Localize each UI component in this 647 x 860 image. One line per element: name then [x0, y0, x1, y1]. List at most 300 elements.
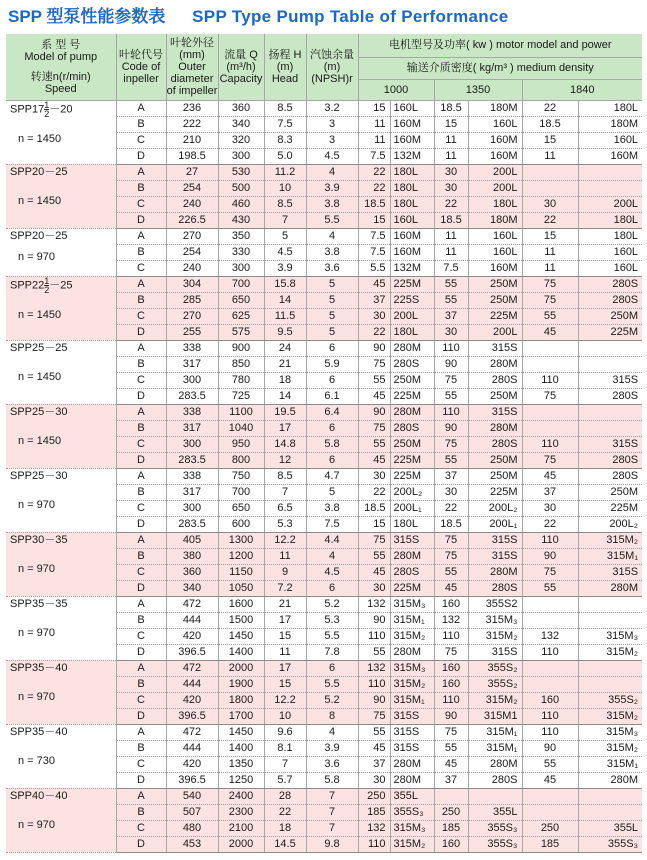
- table-cell: 355S₃: [578, 836, 642, 852]
- table-cell: 355S2: [468, 596, 522, 612]
- table-cell: 2000: [218, 660, 264, 676]
- table-cell: 725: [218, 388, 264, 404]
- table-cell: 75: [434, 644, 468, 660]
- table-cell: 6: [306, 420, 358, 436]
- table-cell: 8.5: [264, 196, 306, 212]
- table-cell: 225M: [390, 468, 434, 484]
- table-cell: 283.5: [166, 516, 218, 532]
- table-cell: 30: [434, 180, 468, 196]
- table-cell: 780: [218, 372, 264, 388]
- table-cell: 750: [218, 468, 264, 484]
- table-cell: C: [116, 372, 166, 388]
- table-cell: 330: [218, 244, 264, 260]
- table-cell: 315M₂: [390, 836, 434, 852]
- table-cell: 180M: [468, 100, 522, 116]
- table-cell: 11.5: [264, 308, 306, 324]
- table-cell: 160L: [468, 244, 522, 260]
- table-cell: [578, 356, 642, 372]
- table-cell: D: [116, 388, 166, 404]
- table-cell: 22: [434, 196, 468, 212]
- table-cell: 185: [434, 820, 468, 836]
- table-cell: D: [116, 148, 166, 164]
- table-cell: 110: [434, 404, 468, 420]
- table-cell: 5.3: [306, 612, 358, 628]
- table-cell: 110: [434, 692, 468, 708]
- table-cell: 625: [218, 308, 264, 324]
- table-cell: 9.5: [264, 324, 306, 340]
- table-cell: 280S: [468, 436, 522, 452]
- pump-model: SPP25－30: [10, 405, 68, 418]
- table-cell: 315M₃: [390, 820, 434, 836]
- table-cell: 280S: [578, 452, 642, 468]
- table-cell: 315M₃: [468, 612, 522, 628]
- table-cell: 37: [434, 468, 468, 484]
- table-cell: 180L: [578, 228, 642, 244]
- title-cn: SPP 型泵性能参数表: [8, 7, 166, 26]
- table-cell: 11: [358, 132, 390, 148]
- table-cell: 315S: [390, 740, 434, 756]
- table-cell: [522, 660, 578, 676]
- table-cell: 11.2: [264, 164, 306, 180]
- table-cell: 45: [358, 388, 390, 404]
- table-cell: 315M₁: [468, 724, 522, 740]
- table-cell: 280M: [390, 548, 434, 564]
- table-cell: 4.5: [306, 148, 358, 164]
- table-cell: 380: [166, 548, 218, 564]
- table-cell: D: [116, 708, 166, 724]
- table-cell: 55: [358, 548, 390, 564]
- table-cell: 700: [218, 276, 264, 292]
- table-cell: 250M: [578, 484, 642, 500]
- table-cell: 200L: [468, 180, 522, 196]
- table-cell: 12.2: [264, 692, 306, 708]
- table-cell: 30: [434, 324, 468, 340]
- table-cell: 2400: [218, 788, 264, 804]
- table-cell: 315M₂: [578, 644, 642, 660]
- pump-model-cell: [6, 100, 116, 164]
- table-cell: 200L: [468, 324, 522, 340]
- table-cell: 315S: [578, 564, 642, 580]
- table-cell: 17: [264, 420, 306, 436]
- pump-model-cell: [6, 660, 116, 724]
- table-cell: 90: [358, 612, 390, 628]
- table-cell: 5: [306, 484, 358, 500]
- table-cell: 160: [434, 660, 468, 676]
- table-cell: [578, 420, 642, 436]
- table-row: [6, 100, 642, 116]
- table-cell: 6: [306, 660, 358, 676]
- table-cell: 30: [522, 196, 578, 212]
- table-cell: 350: [218, 228, 264, 244]
- table-cell: 8.5: [264, 100, 306, 116]
- table-cell: 280M: [390, 756, 434, 772]
- table-cell: 1100: [218, 404, 264, 420]
- model-fraction: $\frac{1}{2}$: [44, 275, 50, 295]
- table-cell: 4.5: [264, 244, 306, 260]
- table-cell: 250M: [468, 468, 522, 484]
- header-flow: 流量 Q (m³/h) Capacity: [218, 34, 264, 100]
- table-cell: 315S: [468, 548, 522, 564]
- header-density-1840: 1840: [522, 79, 642, 100]
- table-cell: 160L: [578, 244, 642, 260]
- table-cell: 7: [306, 820, 358, 836]
- table-cell: C: [116, 820, 166, 836]
- header-density-1350: 1350: [434, 79, 522, 100]
- table-cell: 300: [218, 260, 264, 276]
- table-cell: 225M: [390, 452, 434, 468]
- table-cell: 160: [434, 596, 468, 612]
- table-body: [6, 100, 642, 852]
- table-cell: 90: [358, 692, 390, 708]
- table-cell: 15: [358, 100, 390, 116]
- table-cell: 7.5: [358, 148, 390, 164]
- table-cell: 315M₁: [390, 612, 434, 628]
- pump-model-suffix: －20: [49, 102, 73, 115]
- table-cell: 12: [264, 452, 306, 468]
- table-cell: 11: [434, 148, 468, 164]
- table-cell: 180L: [390, 164, 434, 180]
- table-cell: 453: [166, 836, 218, 852]
- table-cell: 45: [522, 468, 578, 484]
- pump-speed: n = 1450: [18, 132, 62, 145]
- table-cell: 315M₃: [390, 660, 434, 676]
- table-cell: 30: [358, 308, 390, 324]
- table-cell: 5.8: [306, 436, 358, 452]
- table-cell: 300: [218, 148, 264, 164]
- table-cell: 30: [522, 500, 578, 516]
- table-cell: 45: [434, 580, 468, 596]
- table-cell: 37: [434, 308, 468, 324]
- pump-speed: n = 730: [18, 754, 56, 767]
- table-cell: [522, 676, 578, 692]
- table-cell: 200L: [468, 164, 522, 180]
- table-cell: 110: [522, 724, 578, 740]
- table-cell: B: [116, 356, 166, 372]
- table-cell: 3: [306, 132, 358, 148]
- table-cell: 420: [166, 628, 218, 644]
- table-cell: 315S: [468, 644, 522, 660]
- table-cell: [522, 788, 578, 804]
- table-cell: 280S: [390, 420, 434, 436]
- table-cell: 315M₂: [578, 740, 642, 756]
- pump-model-cell: [6, 596, 116, 660]
- pump-speed: n = 1450: [18, 370, 62, 383]
- table-cell: 315M₂: [578, 708, 642, 724]
- table-cell: 5.9: [306, 356, 358, 372]
- table-cell: 180L: [390, 324, 434, 340]
- table-cell: 22: [434, 500, 468, 516]
- table-cell: 340: [166, 580, 218, 596]
- table-cell: 280M: [468, 564, 522, 580]
- table-cell: 132: [358, 596, 390, 612]
- table-cell: 355S₂: [468, 676, 522, 692]
- table-cell: 240: [166, 260, 218, 276]
- table-cell: 507: [166, 804, 218, 820]
- table-cell: 5.2: [306, 596, 358, 612]
- table-cell: [434, 788, 468, 804]
- table-cell: 160L: [390, 212, 434, 228]
- table-cell: 5.8: [306, 772, 358, 788]
- table-cell: A: [116, 468, 166, 484]
- table-cell: 30: [358, 772, 390, 788]
- table-cell: 3.9: [306, 740, 358, 756]
- table-row: [6, 724, 642, 740]
- table-cell: 55: [358, 372, 390, 388]
- table-cell: 250M: [578, 308, 642, 324]
- table-cell: 110: [522, 372, 578, 388]
- table-cell: 75: [358, 356, 390, 372]
- table-cell: 530: [218, 164, 264, 180]
- table-cell: C: [116, 308, 166, 324]
- table-cell: 5.2: [306, 692, 358, 708]
- header-density-1000: 1000: [358, 79, 434, 100]
- table-cell: 650: [218, 500, 264, 516]
- table-cell: 280M: [390, 644, 434, 660]
- table-cell: 30: [434, 164, 468, 180]
- table-cell: D: [116, 836, 166, 852]
- table-cell: 18.5: [358, 196, 390, 212]
- table-cell: 160: [434, 676, 468, 692]
- table-cell: 900: [218, 340, 264, 356]
- table-cell: B: [116, 244, 166, 260]
- table-cell: C: [116, 436, 166, 452]
- table-cell: 55: [358, 436, 390, 452]
- table-cell: 420: [166, 692, 218, 708]
- table-cell: 236: [166, 100, 218, 116]
- table-cell: 55: [434, 740, 468, 756]
- table-cell: D: [116, 580, 166, 596]
- table-cell: 185: [522, 836, 578, 852]
- table-cell: 283.5: [166, 388, 218, 404]
- table-cell: 90: [522, 740, 578, 756]
- table-cell: B: [116, 676, 166, 692]
- table-row: [6, 228, 642, 244]
- table-cell: [468, 788, 522, 804]
- table-cell: 338: [166, 404, 218, 420]
- pump-model: SPP20－25: [10, 229, 68, 242]
- table-cell: 75: [522, 292, 578, 308]
- table-cell: 75: [434, 548, 468, 564]
- table-cell: 37: [434, 772, 468, 788]
- pump-model-cell: [6, 404, 116, 468]
- table-cell: 5.7: [264, 772, 306, 788]
- table-cell: 22: [358, 180, 390, 196]
- pump-speed: n = 970: [18, 250, 56, 263]
- table-cell: 6.5: [264, 500, 306, 516]
- table-cell: 15: [264, 628, 306, 644]
- table-cell: 315S: [468, 340, 522, 356]
- table-cell: 132: [434, 612, 468, 628]
- table-cell: 198.5: [166, 148, 218, 164]
- table-cell: 1800: [218, 692, 264, 708]
- table-cell: 14: [264, 292, 306, 308]
- table-cell: 7.5: [358, 244, 390, 260]
- pump-model: SPP20－25: [10, 165, 68, 178]
- table-cell: 75: [522, 452, 578, 468]
- table-cell: [578, 596, 642, 612]
- pump-model: SPP35－35: [10, 597, 68, 610]
- table-cell: 160L: [468, 116, 522, 132]
- table-cell: 8: [306, 708, 358, 724]
- table-cell: 250M: [468, 452, 522, 468]
- table-cell: 45: [522, 324, 578, 340]
- table-cell: [578, 804, 642, 820]
- table-cell: 315M1: [468, 708, 522, 724]
- table-cell: 4.5: [306, 564, 358, 580]
- table-cell: [578, 164, 642, 180]
- table-cell: 18.5: [358, 500, 390, 516]
- table-cell: 6: [306, 372, 358, 388]
- table-cell: 254: [166, 180, 218, 196]
- table-cell: 270: [166, 228, 218, 244]
- pump-speed: n = 970: [18, 818, 56, 831]
- table-cell: 185: [358, 804, 390, 820]
- table-cell: C: [116, 564, 166, 580]
- table-cell: 338: [166, 468, 218, 484]
- table-cell: 7: [264, 484, 306, 500]
- table-cell: 15: [522, 132, 578, 148]
- table-row: [6, 660, 642, 676]
- table-cell: 3.2: [306, 100, 358, 116]
- table-cell: 17: [264, 660, 306, 676]
- table-cell: 110: [522, 436, 578, 452]
- table-cell: 75: [522, 564, 578, 580]
- pump-speed: n = 1450: [18, 194, 62, 207]
- table-cell: 225S: [390, 292, 434, 308]
- table-cell: 700: [218, 484, 264, 500]
- table-row: [6, 404, 642, 420]
- pump-speed: n = 970: [18, 690, 56, 703]
- table-cell: 14: [264, 388, 306, 404]
- pump-model-suffix: －25: [49, 278, 73, 291]
- table-cell: 1450: [218, 724, 264, 740]
- table-cell: A: [116, 276, 166, 292]
- table-cell: [578, 660, 642, 676]
- table-cell: 90: [358, 404, 390, 420]
- table-cell: 360: [218, 100, 264, 116]
- table-cell: 255: [166, 324, 218, 340]
- table-cell: 444: [166, 740, 218, 756]
- table-cell: 283.5: [166, 452, 218, 468]
- table-cell: 180L: [390, 196, 434, 212]
- table-cell: 2000: [218, 836, 264, 852]
- table-cell: A: [116, 340, 166, 356]
- table-cell: 472: [166, 596, 218, 612]
- table-cell: 1150: [218, 564, 264, 580]
- table-cell: B: [116, 804, 166, 820]
- table-cell: 4: [306, 724, 358, 740]
- table-cell: 315M₂: [468, 628, 522, 644]
- table-cell: 3.9: [264, 260, 306, 276]
- table-cell: 1300: [218, 532, 264, 548]
- table-row: [6, 164, 642, 180]
- pump-model: SPP40－40: [10, 789, 68, 802]
- table-cell: 315M₂: [390, 676, 434, 692]
- table-cell: 1700: [218, 708, 264, 724]
- table-cell: 3.6: [306, 260, 358, 276]
- table-cell: 5.5: [358, 260, 390, 276]
- table-cell: B: [116, 420, 166, 436]
- table-cell: 315M₁: [578, 756, 642, 772]
- table-cell: 18.5: [434, 212, 468, 228]
- table-cell: 250M: [468, 276, 522, 292]
- table-cell: [578, 404, 642, 420]
- table-cell: 3: [306, 116, 358, 132]
- table-cell: 4: [306, 164, 358, 180]
- table-cell: 7.2: [264, 580, 306, 596]
- table-cell: 75: [358, 420, 390, 436]
- table-cell: 75: [522, 276, 578, 292]
- table-cell: 254: [166, 244, 218, 260]
- table-cell: 280M: [578, 580, 642, 596]
- table-cell: 55: [434, 564, 468, 580]
- table-cell: 5: [306, 292, 358, 308]
- table-cell: 250M: [468, 388, 522, 404]
- table-cell: 355S₃: [468, 820, 522, 836]
- table-cell: 650: [218, 292, 264, 308]
- table-cell: 55: [358, 724, 390, 740]
- model-fraction: $\frac{1}{2}$: [44, 99, 50, 119]
- table-cell: 11: [434, 132, 468, 148]
- table-cell: 355L: [390, 788, 434, 804]
- table-cell: 340: [218, 116, 264, 132]
- table-cell: 300: [166, 436, 218, 452]
- table-cell: 2300: [218, 804, 264, 820]
- pump-model-cell: [6, 228, 116, 276]
- table-cell: [522, 180, 578, 196]
- table-cell: 5.0: [264, 148, 306, 164]
- table-cell: 160M: [578, 148, 642, 164]
- table-cell: 315M₁: [390, 692, 434, 708]
- table-cell: 180L: [390, 180, 434, 196]
- table-cell: 472: [166, 724, 218, 740]
- table-cell: B: [116, 612, 166, 628]
- table-row: [6, 532, 642, 548]
- table-cell: 75: [434, 436, 468, 452]
- table-cell: 10: [264, 708, 306, 724]
- table-cell: 300: [166, 500, 218, 516]
- header-head: 扬程 H (m) Head: [264, 34, 306, 100]
- table-cell: A: [116, 228, 166, 244]
- table-cell: 18: [264, 820, 306, 836]
- table-cell: 250: [522, 820, 578, 836]
- pump-model: SPP25－25: [10, 341, 68, 354]
- table-cell: C: [116, 260, 166, 276]
- header-motor: 电机型号及功率( kw ) motor model and power: [358, 34, 642, 57]
- table-cell: 225M: [468, 484, 522, 500]
- table-cell: 30: [434, 484, 468, 500]
- table-cell: 160L: [468, 228, 522, 244]
- table-cell: [578, 340, 642, 356]
- table-cell: 90: [522, 548, 578, 564]
- table-cell: 7: [264, 212, 306, 228]
- table-row: [6, 468, 642, 484]
- pump-model-cell: [6, 276, 116, 340]
- table-cell: 22: [522, 516, 578, 532]
- table-cell: 250M: [390, 372, 434, 388]
- table-cell: 22: [522, 212, 578, 228]
- table-cell: 300: [166, 372, 218, 388]
- table-cell: [578, 676, 642, 692]
- table-cell: 55: [522, 308, 578, 324]
- table-cell: 11: [434, 244, 468, 260]
- table-cell: 315M₃: [578, 724, 642, 740]
- table-cell: 444: [166, 612, 218, 628]
- table-cell: 3.6: [306, 756, 358, 772]
- table-cell: 280S: [390, 564, 434, 580]
- table-cell: 1900: [218, 676, 264, 692]
- table-cell: 3.8: [306, 244, 358, 260]
